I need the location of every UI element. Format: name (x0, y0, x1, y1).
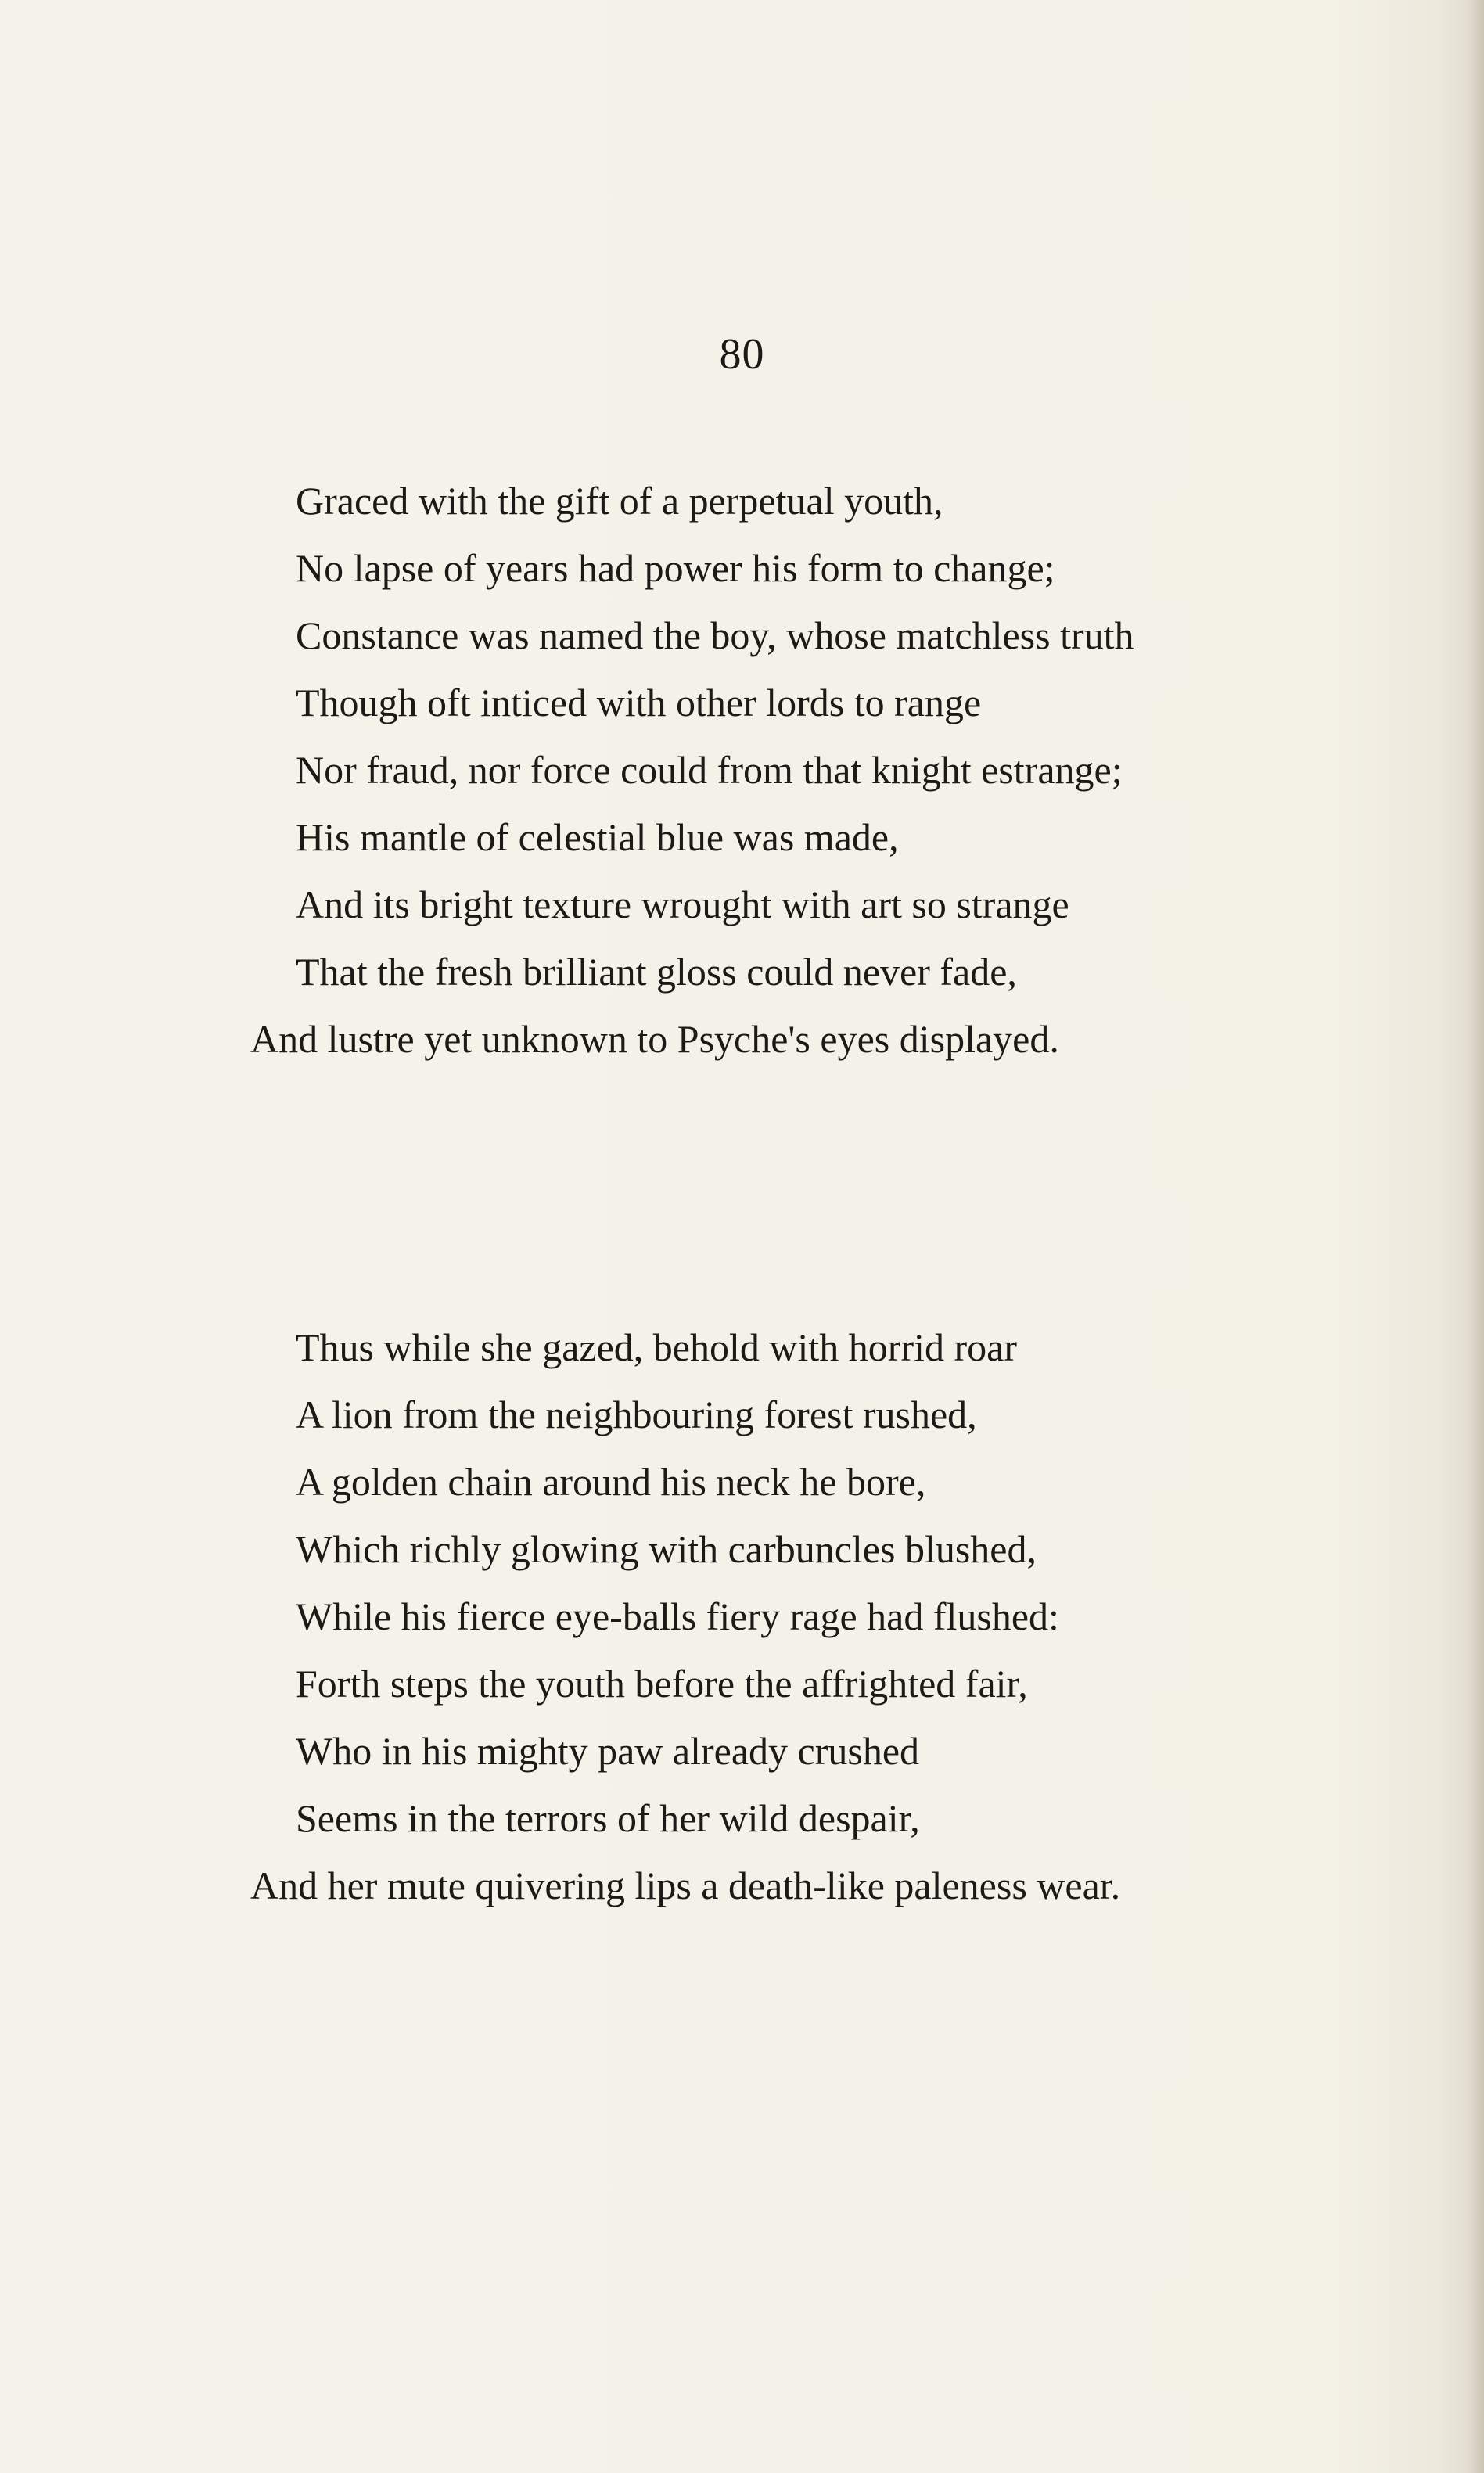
poem-line: Forth steps the youth before the affrighted fair, (296, 1662, 1028, 1706)
poem-line: No lapse of years had power his form to change; (296, 546, 1055, 590)
page-number: 80 (719, 330, 765, 379)
poem-line: Though oft inticed with other lords to range (296, 681, 982, 724)
poem-line: Nor fraud, nor force could from that knight estrange; (296, 748, 1123, 792)
poem-line: Graced with the gift of a perpetual youth, (296, 479, 943, 523)
poem-line: Seems in the terrors of her wild despair, (296, 1796, 920, 1840)
poem-line: Thus while she gazed, behold with horrid roar (296, 1325, 1017, 1369)
poem-line: While his fierce eye-balls fiery rage had flushed: (296, 1594, 1059, 1638)
poem-line: And lustre yet unknown to Psyche's eyes displayed. (250, 1017, 1059, 1061)
poem-line: A golden chain around his neck he bore, (296, 1460, 926, 1504)
poem-line: Which richly glowing with carbuncles blushed, (296, 1527, 1037, 1571)
poem-line: A lion from the neighbouring forest rushed, (296, 1393, 977, 1436)
poem-line: Who in his mighty paw already crushed (296, 1729, 920, 1773)
poem-line: Constance was named the boy, whose matchless truth (296, 613, 1134, 657)
poem-line: And her mute quivering lips a death-like paleness wear. (250, 1864, 1121, 1907)
poem-line: That the fresh brilliant gloss could never fade, (296, 950, 1017, 994)
poem-line: His mantle of celestial blue was made, (296, 815, 899, 859)
poem-line: And its bright texture wrought with art so strange (296, 882, 1069, 926)
